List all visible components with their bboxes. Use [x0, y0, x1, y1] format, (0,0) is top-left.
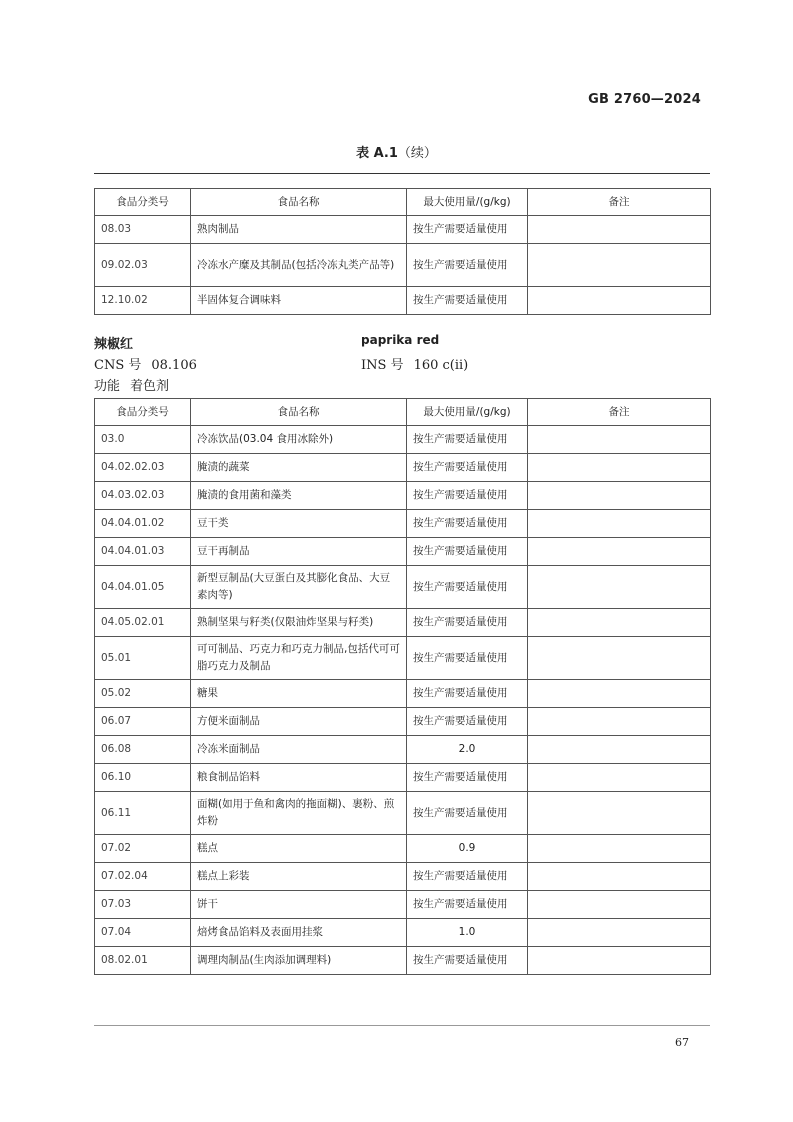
cell-category-code: 06.10: [95, 764, 191, 792]
header-category-code: 食品分类号: [95, 399, 191, 426]
table-row: [95, 482, 711, 510]
cell-max-usage: 按生产需要适量使用: [407, 538, 528, 566]
usage-table-paprika-red: [94, 398, 711, 975]
cell-remarks: [528, 609, 711, 637]
cell-remarks: [528, 510, 711, 538]
header-food-name: 食品名称: [191, 399, 407, 426]
cell-max-usage: 按生产需要适量使用: [407, 680, 528, 708]
cell-food-name: 冷冻米面制品: [191, 736, 407, 764]
table-row: [95, 891, 711, 919]
cell-food-name: 腌渍的食用菌和藻类: [191, 482, 407, 510]
ins-label: INS 号: [361, 358, 404, 373]
cell-food-name: 粮食制品馅料: [191, 764, 407, 792]
table-header-row: [95, 399, 711, 426]
table-row: [95, 764, 711, 792]
cell-max-usage: 按生产需要适量使用: [407, 510, 528, 538]
cell-food-name: 熟制坚果与籽类(仅限油炸坚果与籽类): [191, 609, 407, 637]
cell-category-code: 04.02.02.03: [95, 454, 191, 482]
table-title: [0, 142, 793, 161]
cell-max-usage: 0.9: [407, 835, 528, 863]
usage-table-continued: [94, 188, 711, 315]
footer-rule: [94, 1025, 710, 1026]
cell-max-usage: 2.0: [407, 736, 528, 764]
cell-max-usage: 按生产需要适量使用: [407, 863, 528, 891]
cns-value: 08.106: [151, 358, 197, 373]
cell-remarks: [528, 566, 711, 609]
cell-food-name: 糕点: [191, 835, 407, 863]
cell-remarks: [528, 680, 711, 708]
cell-food-name: 冷冻水产糜及其制品(包括冷冻丸类产品等): [191, 244, 407, 287]
cell-max-usage: 按生产需要适量使用: [407, 947, 528, 975]
cell-food-name: 腌渍的蔬菜: [191, 454, 407, 482]
function: [94, 375, 169, 394]
table-row: [95, 835, 711, 863]
table-row: [95, 947, 711, 975]
cell-category-code: 06.08: [95, 736, 191, 764]
table-header-row: [95, 189, 711, 216]
table-row: [95, 566, 711, 609]
cell-category-code: 04.04.01.03: [95, 538, 191, 566]
cell-food-name: 新型豆制品(大豆蛋白及其膨化食品、大豆素肉等): [191, 566, 407, 609]
cell-food-name: 饼干: [191, 891, 407, 919]
cell-max-usage: 按生产需要适量使用: [407, 764, 528, 792]
table-row: [95, 708, 711, 736]
cell-category-code: 05.02: [95, 680, 191, 708]
cell-category-code: 04.04.01.02: [95, 510, 191, 538]
table-row: [95, 244, 711, 287]
cell-category-code: 07.02.04: [95, 863, 191, 891]
cell-remarks: [528, 835, 711, 863]
cell-category-code: 04.05.02.01: [95, 609, 191, 637]
cell-category-code: 07.04: [95, 919, 191, 947]
cell-remarks: [528, 736, 711, 764]
cell-food-name: 半固体复合调味料: [191, 287, 407, 315]
ins-number: [361, 354, 468, 373]
header-remarks: 备注: [528, 189, 711, 216]
ins-value: 160 c(ii): [413, 358, 469, 373]
cell-category-code: 12.10.02: [95, 287, 191, 315]
cell-remarks: [528, 482, 711, 510]
cns-label: CNS 号: [94, 358, 142, 373]
header-remarks: 备注: [528, 399, 711, 426]
cell-remarks: [528, 919, 711, 947]
cell-remarks: [528, 863, 711, 891]
cell-max-usage: 按生产需要适量使用: [407, 792, 528, 835]
table-row: [95, 426, 711, 454]
additive-english-name: paprika red: [361, 333, 440, 347]
cell-category-code: 08.02.01: [95, 947, 191, 975]
cell-category-code: 06.11: [95, 792, 191, 835]
cell-remarks: [528, 244, 711, 287]
cell-food-name: 焙烤食品馅料及表面用挂浆: [191, 919, 407, 947]
cell-category-code: 05.01: [95, 637, 191, 680]
cell-max-usage: 1.0: [407, 919, 528, 947]
cell-food-name: 调理肉制品(生肉添加调理料): [191, 947, 407, 975]
cell-food-name: 糕点上彩装: [191, 863, 407, 891]
cell-food-name: 冷冻饮品(03.04 食用冰除外): [191, 426, 407, 454]
cell-category-code: 07.02: [95, 835, 191, 863]
table-row: [95, 538, 711, 566]
cell-remarks: [528, 947, 711, 975]
cell-max-usage: 按生产需要适量使用: [407, 287, 528, 315]
table-row: [95, 454, 711, 482]
cell-category-code: 06.07: [95, 708, 191, 736]
table-row: [95, 287, 711, 315]
function-value: 着色剂: [130, 379, 170, 394]
cell-remarks: [528, 891, 711, 919]
function-label: 功能: [94, 379, 121, 394]
additive-chinese-name: 辣椒红: [94, 337, 134, 352]
table-row: [95, 609, 711, 637]
cell-max-usage: 按生产需要适量使用: [407, 566, 528, 609]
table-body: [95, 426, 711, 975]
cell-max-usage: 按生产需要适量使用: [407, 426, 528, 454]
cell-category-code: 03.0: [95, 426, 191, 454]
cns-number: [94, 354, 197, 373]
cell-max-usage: 按生产需要适量使用: [407, 637, 528, 680]
cell-category-code: 04.03.02.03: [95, 482, 191, 510]
cell-food-name: 方便米面制品: [191, 708, 407, 736]
table-row: [95, 736, 711, 764]
cell-max-usage: 按生产需要适量使用: [407, 708, 528, 736]
cell-category-code: 09.02.03: [95, 244, 191, 287]
cell-max-usage: 按生产需要适量使用: [407, 244, 528, 287]
header-food-name: 食品名称: [191, 189, 407, 216]
cell-max-usage: 按生产需要适量使用: [407, 216, 528, 244]
cell-food-name: 熟肉制品: [191, 216, 407, 244]
table-row: [95, 792, 711, 835]
table-row: [95, 637, 711, 680]
table-row: [95, 680, 711, 708]
table-body: [95, 216, 711, 315]
cell-remarks: [528, 538, 711, 566]
table-row: [95, 216, 711, 244]
page-number: 67: [675, 1036, 689, 1049]
cell-food-name: 豆干再制品: [191, 538, 407, 566]
cell-category-code: 08.03: [95, 216, 191, 244]
table-title-label: 表 A.1: [356, 146, 398, 161]
table-row: [95, 863, 711, 891]
cell-max-usage: 按生产需要适量使用: [407, 454, 528, 482]
cell-food-name: 豆干类: [191, 510, 407, 538]
cell-remarks: [528, 426, 711, 454]
cell-remarks: [528, 792, 711, 835]
cell-remarks: [528, 287, 711, 315]
cell-remarks: [528, 764, 711, 792]
header-max-usage: 最大使用量/(g/kg): [407, 399, 528, 426]
cell-food-name: 糖果: [191, 680, 407, 708]
cell-max-usage: 按生产需要适量使用: [407, 609, 528, 637]
cell-food-name: 可可制品、巧克力和巧克力制品,包括代可可脂巧克力及制品: [191, 637, 407, 680]
cell-max-usage: 按生产需要适量使用: [407, 891, 528, 919]
table-top-rule: [94, 173, 710, 174]
cell-remarks: [528, 708, 711, 736]
table-row: [95, 919, 711, 947]
cell-food-name: 面糊(如用于鱼和禽肉的拖面糊)、裹粉、煎炸粉: [191, 792, 407, 835]
cell-remarks: [528, 454, 711, 482]
standard-code: GB 2760—2024: [588, 92, 701, 107]
cell-category-code: 07.03: [95, 891, 191, 919]
cell-remarks: [528, 637, 711, 680]
header-category-code: 食品分类号: [95, 189, 191, 216]
table-title-suffix: （续）: [397, 146, 437, 161]
cell-max-usage: 按生产需要适量使用: [407, 482, 528, 510]
table-row: [95, 510, 711, 538]
cell-category-code: 04.04.01.05: [95, 566, 191, 609]
cell-remarks: [528, 216, 711, 244]
header-max-usage: 最大使用量/(g/kg): [407, 189, 528, 216]
